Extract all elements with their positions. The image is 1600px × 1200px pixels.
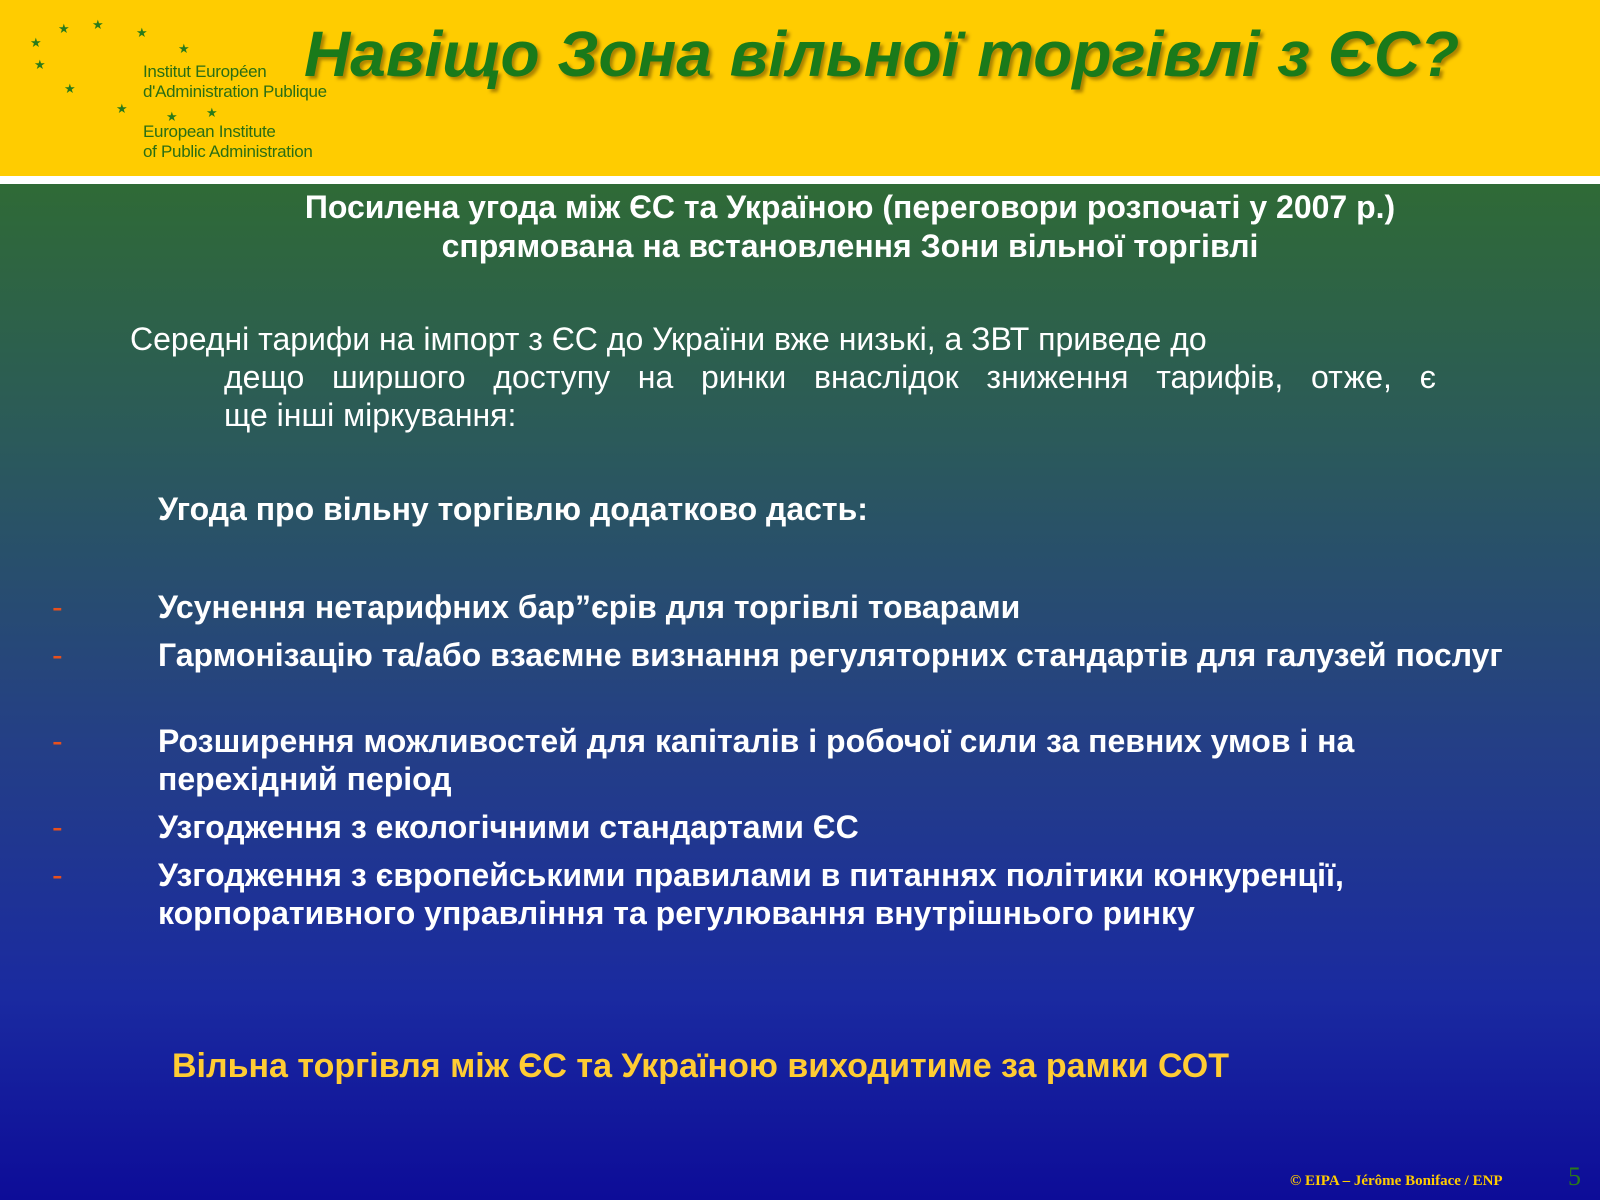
eu-stars-icon: ★ ★ ★ ★ ★ ★ ★ ★ ★ ★ [30, 17, 218, 124]
benefit-text: Усунення нетарифних бар”єрів для торгівлі товарами [158, 589, 1021, 625]
tariff-line-1: Середні тарифи на імпорт з ЄС до України вже низькі, а ЗВТ приведе до [130, 321, 1207, 357]
logo-line-english-1: European Institute [143, 122, 276, 141]
tariff-line-2: дещо ширшого доступу на ринки внаслідок зниження тарифів, отже, є [224, 359, 1436, 395]
intro-line-1: Посилена угода між ЄС та Україною (переговори розпочаті у 2007 р.) [304, 189, 1396, 225]
slide-title: Навіщо Зона вільної торгівлі з ЄС? [304, 18, 1460, 90]
benefit-text: Розширення можливостей для капіталів і робочої сили за певних умов і на перехідний період [158, 723, 1355, 797]
benefit-text: Гармонізацію та/або взаємне визнання регуляторних стандартів для галузей послуг [158, 637, 1503, 673]
benefits-heading: Угода про вільну торгівлю додатково дасть: [158, 491, 868, 527]
benefit-text: Узгодження з європейськими правилами в питаннях політики конкуренції, корпоративного управління та регулювання внутрішнього ринку [158, 857, 1344, 931]
bullet-dash: - [52, 723, 63, 759]
bullet-dash: - [52, 637, 63, 673]
intro-line-2: спрямована на встановлення Зони вільної торгівлі [441, 228, 1259, 264]
footer-copyright: © EIPA – Jérôme Boniface / ENP [1290, 1173, 1503, 1189]
intro-paragraph [150, 188, 1550, 266]
bullet-dash: - [52, 809, 63, 845]
page-number: 5 [1568, 1162, 1581, 1191]
benefit-text: Узгодження з екологічними стандартами ЄС [158, 809, 859, 845]
tariff-paragraph [130, 320, 1530, 434]
logo-line-english-2: of Public Administration [143, 142, 313, 161]
logo-line-french-1: Institut Européen [143, 62, 267, 81]
conclusion-statement: Вільна торгівля між ЄС та Україною виходитиме за рамки СОТ [172, 1047, 1229, 1085]
bullet-dash: - [52, 857, 63, 893]
logo-line-french-2: d'Administration Publique [143, 82, 327, 101]
tariff-line-3: ще інші міркування: [224, 397, 517, 433]
bullet-dash: - [52, 589, 63, 625]
header-divider [0, 176, 1600, 184]
